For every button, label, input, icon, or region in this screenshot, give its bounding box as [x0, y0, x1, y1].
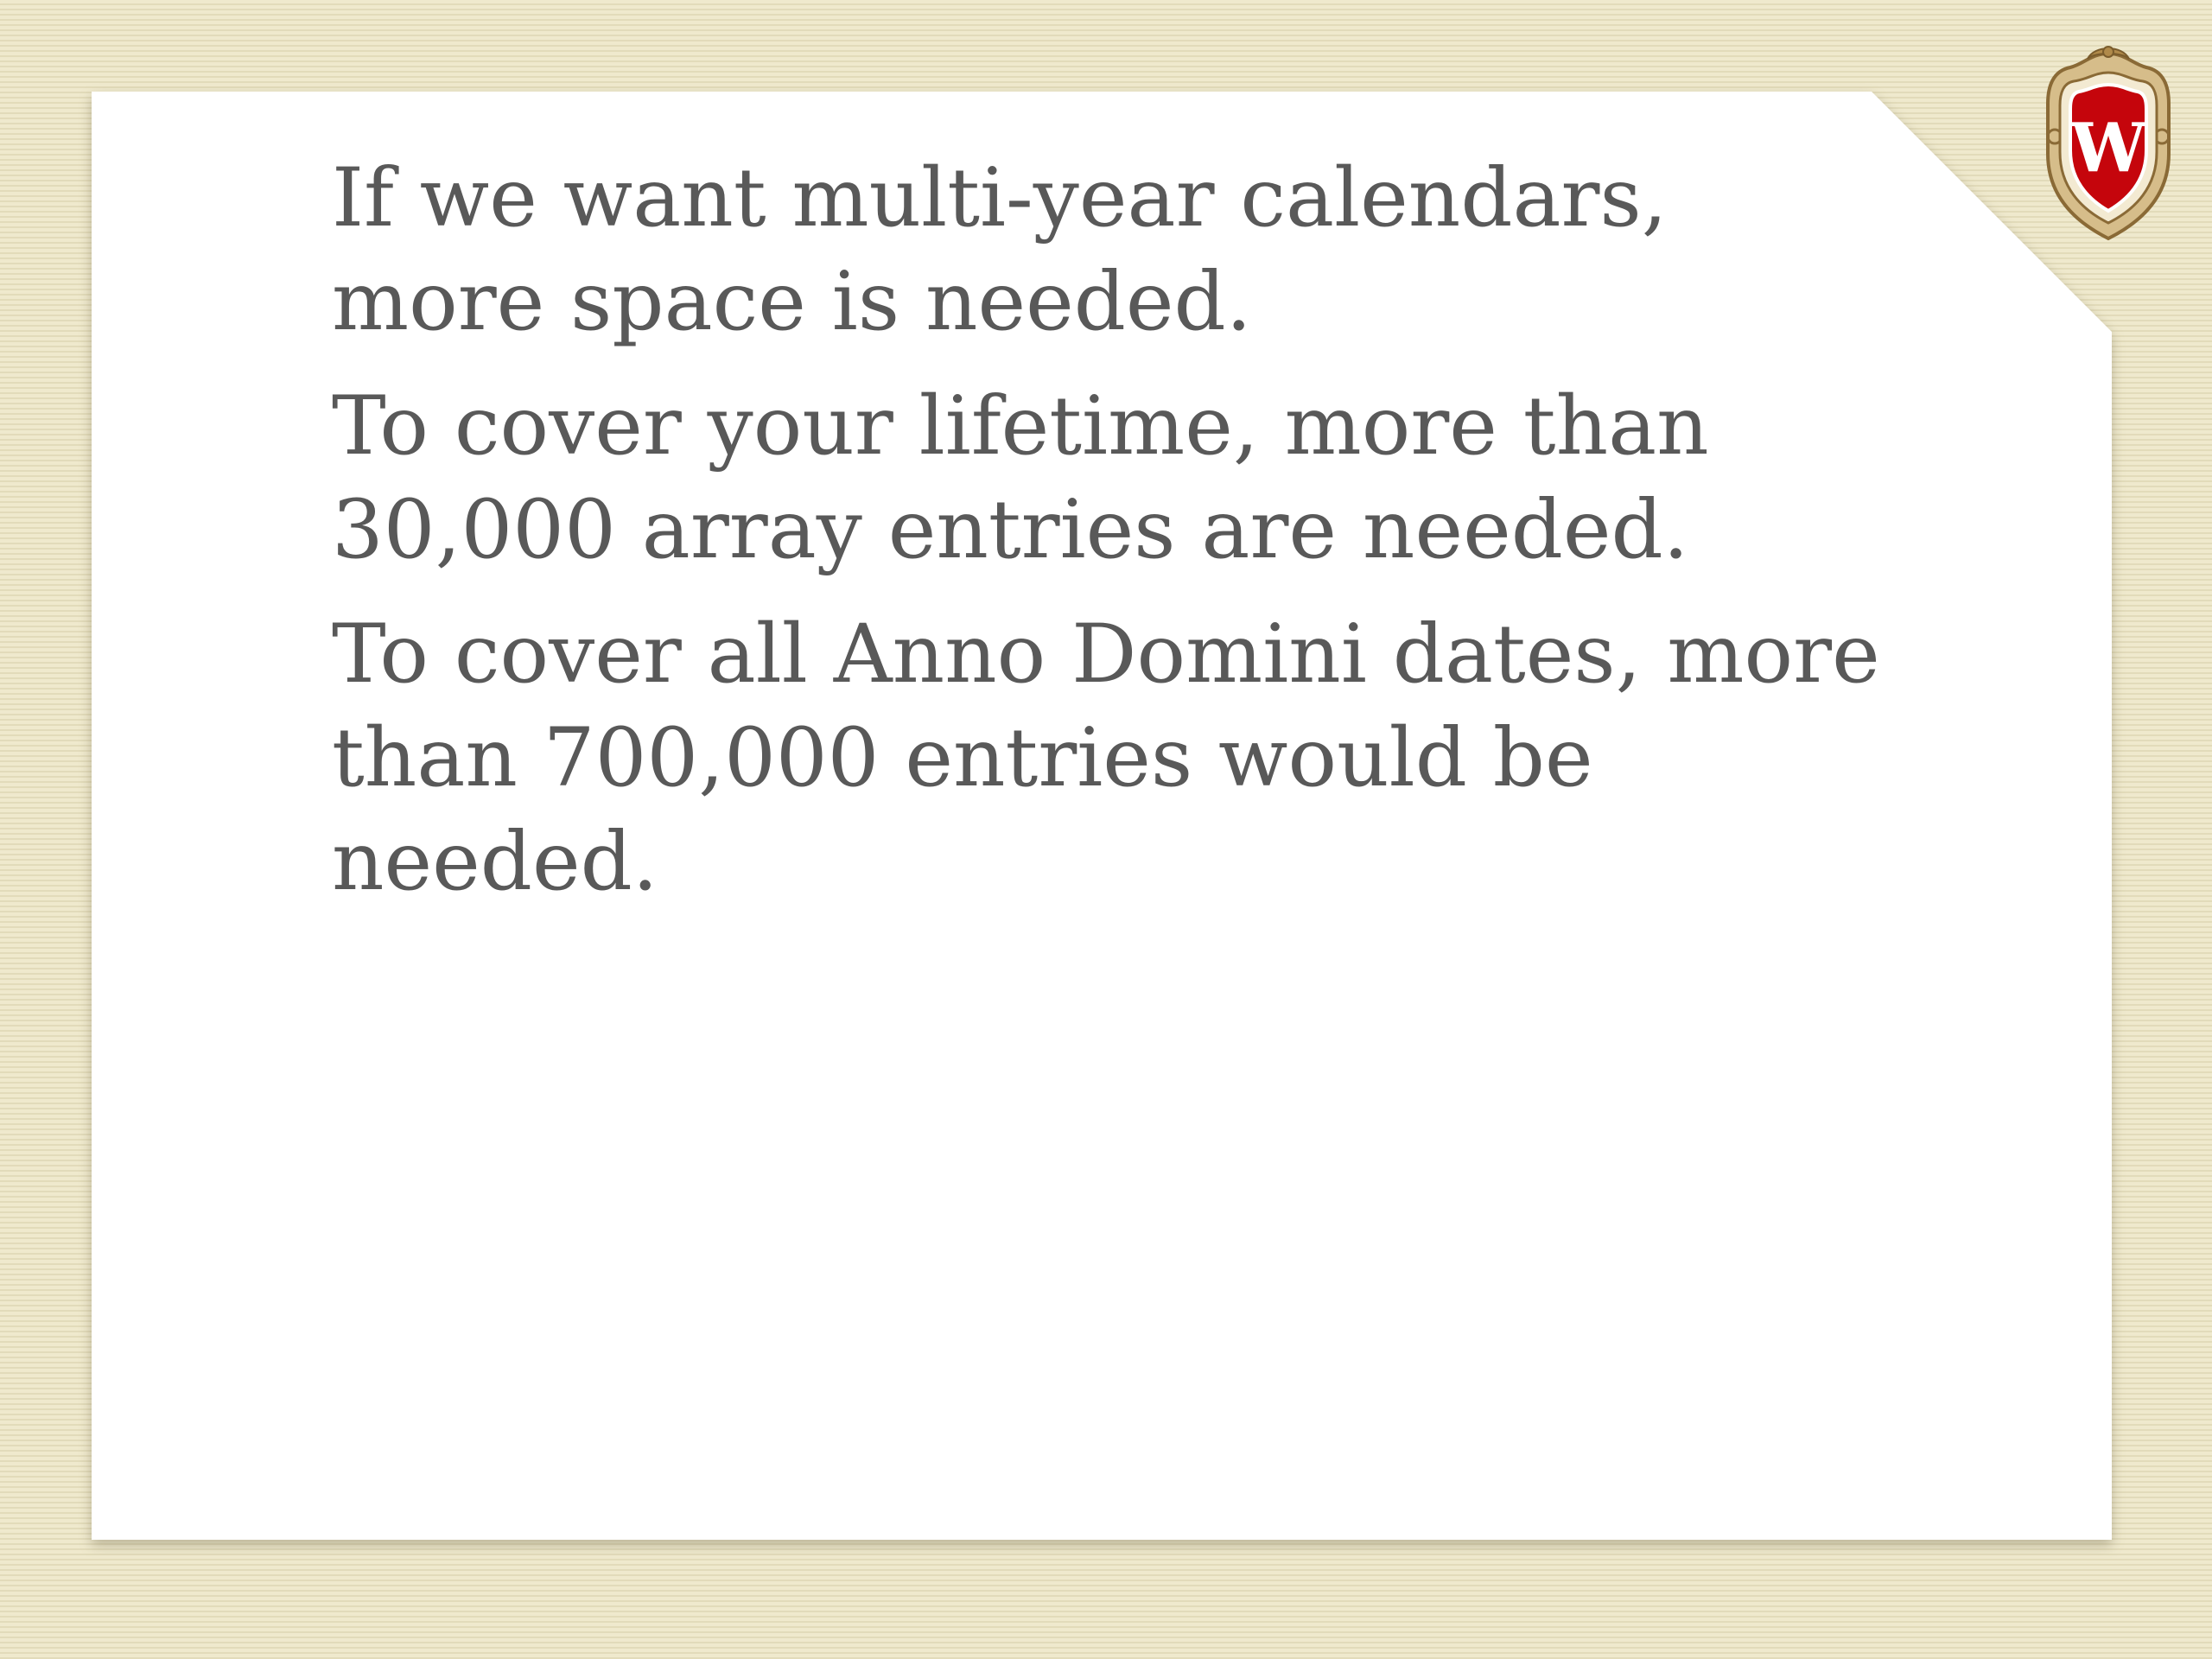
bullet-paragraph-anno-domini: To cover all Anno Domini dates, more than 700,000 entries would be needed.: [332, 607, 1880, 909]
bullet-paragraph-lifetime: To cover your lifetime, more than 30,000 array entries are needed.: [332, 379, 1709, 577]
bullet-paragraph-multi-year: If we want multi-year calendars, more space is needed.: [332, 151, 1668, 349]
uw-crest-icon: [2043, 41, 2174, 242]
slide-body: [332, 147, 1904, 935]
crest-letter: W: [2070, 109, 2146, 188]
